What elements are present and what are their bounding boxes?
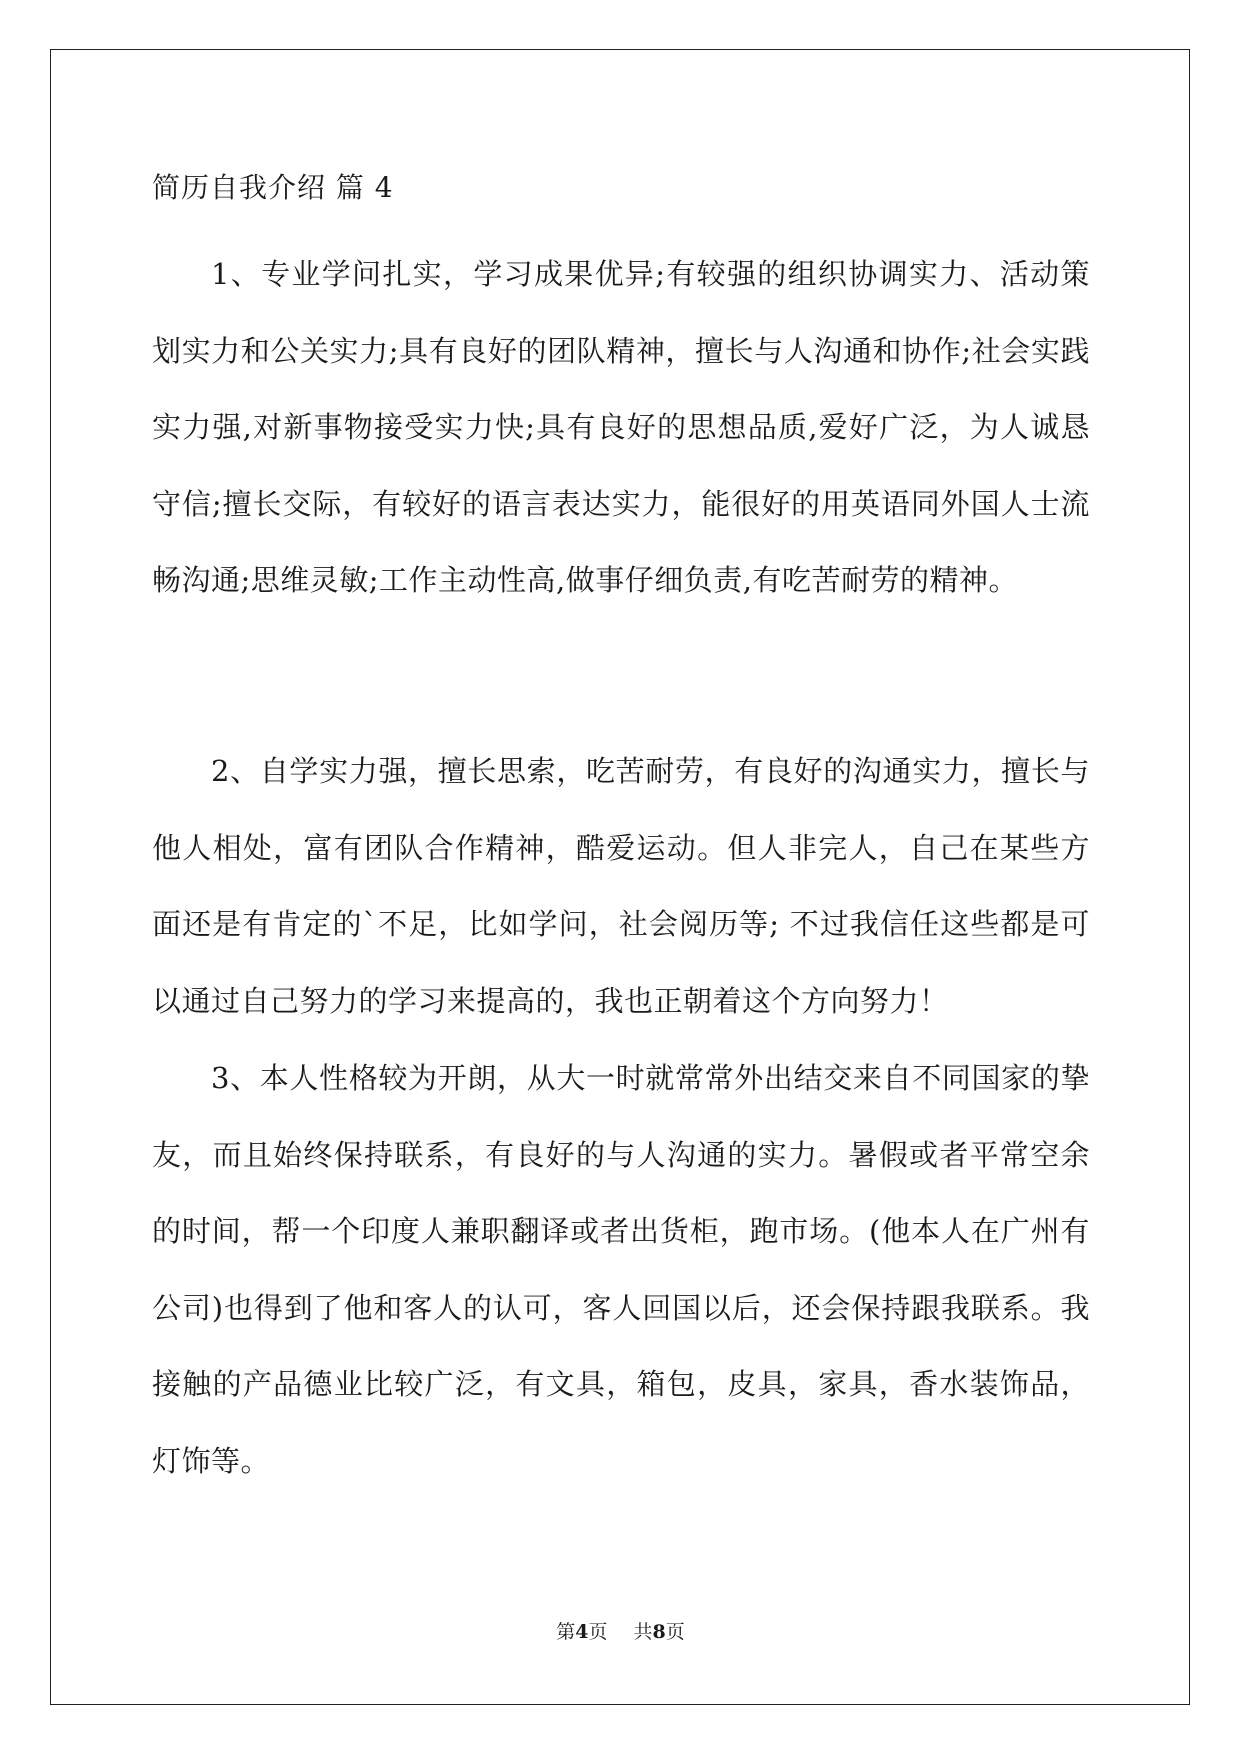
document-title: 简历自我介绍 篇 4 bbox=[152, 171, 394, 204]
footer-total-prefix: 共 bbox=[633, 1621, 653, 1643]
total-page-count: 8 bbox=[652, 1621, 666, 1643]
footer-prefix: 第 bbox=[556, 1621, 576, 1643]
current-page-number: 4 bbox=[575, 1621, 589, 1643]
page-number-footer bbox=[0, 1620, 1241, 1644]
paragraph-3: 3、本人性格较为开朗，从大一时就常常外出结交来自不同国家的挚友，而且始终保持联系，有良好的与人沟通的实力。暑假或者平常空余的时间，帮一个印度人兼职翻译或者出货柜，跑市场。(他本人在广州有公司)也得到了他和客人的认可，客人回国以后，还会保持跟我联系。我接触的产品德业比较广泛，有文具，箱包，皮具，家具，香水装饰品，灯饰等。 bbox=[152, 1061, 1090, 1478]
footer-page-word: 页 bbox=[588, 1621, 608, 1643]
paragraph-1: 1、专业学问扎实，学习成果优异;有较强的组织协调实力、活动策划实力和公关实力;具有良好的团队精神，擅长与人沟通和协作;社会实践实力强,对新事物接受实力快;具有良好的思想品质,爱好广泛，为人诚恳守信;擅长交际，有较好的语言表达实力，能很好的用英语同外国人士流畅沟通;思维灵敏;工作主动性高,做事仔细负责,有吃苦耐劳的精神。 bbox=[152, 257, 1090, 597]
footer-total-suffix: 页 bbox=[665, 1621, 685, 1643]
paragraph-2: 2、自学实力强，擅长思索，吃苦耐劳，有良好的沟通实力，擅长与他人相处，富有团队合作精神，酷爱运动。但人非完人，自己在某些方面还是有肯定的`不足，比如学问，社会阅历等; 不过我信任这些都是可以通过自己努力的学习来提高的，我也正朝着这个方向努力！ bbox=[152, 754, 1090, 1018]
